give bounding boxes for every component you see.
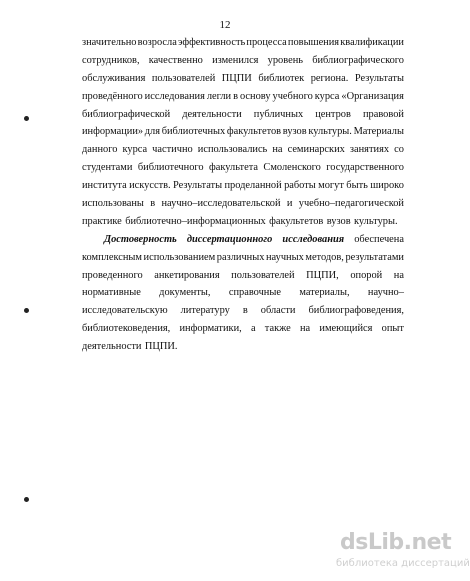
word: информатики, bbox=[179, 323, 242, 335]
word: вузов bbox=[282, 126, 307, 138]
text-line bbox=[82, 177, 404, 195]
word: легли bbox=[206, 90, 232, 102]
word: Результаты bbox=[173, 180, 223, 192]
word: процесса bbox=[246, 37, 287, 48]
word: факультета bbox=[209, 162, 258, 174]
word: искусств. bbox=[129, 180, 171, 192]
word: комплексным bbox=[82, 251, 142, 263]
word: центров bbox=[315, 108, 351, 120]
word: на bbox=[272, 144, 283, 156]
word: справочные bbox=[228, 287, 281, 299]
word: использованы bbox=[82, 198, 144, 210]
word: ПЦПИ, bbox=[306, 269, 339, 281]
word: информации» bbox=[82, 126, 144, 138]
text-line bbox=[82, 88, 404, 106]
word: института bbox=[82, 180, 127, 192]
watermark-logo: dsLib.net bbox=[340, 530, 452, 555]
page-number: 12 bbox=[219, 19, 231, 31]
word: Результаты bbox=[354, 72, 404, 84]
word: уровень bbox=[267, 54, 303, 66]
word: области bbox=[260, 305, 296, 317]
watermark-subtitle: библиотека диссертаций bbox=[336, 558, 470, 569]
word: анкетирования bbox=[154, 269, 220, 281]
emphasis-word: исследования bbox=[282, 233, 345, 245]
word: также bbox=[264, 323, 291, 335]
text-line bbox=[82, 231, 404, 249]
margin-mark bbox=[24, 497, 29, 502]
word: использованием bbox=[143, 251, 216, 263]
word: культуры. bbox=[354, 215, 398, 227]
text-line bbox=[82, 302, 404, 320]
emphasis-word: Достоверность bbox=[104, 233, 177, 245]
text-line bbox=[82, 249, 404, 267]
word: учебно–педагогической bbox=[298, 198, 404, 210]
word: Смоленского bbox=[263, 162, 321, 174]
word: пользователей bbox=[231, 269, 295, 281]
word: в bbox=[150, 198, 156, 210]
word: библиотечных bbox=[161, 126, 226, 138]
word: государственного bbox=[326, 162, 404, 174]
word: результатами bbox=[345, 251, 404, 263]
word: факультетов bbox=[226, 126, 282, 138]
word: обслуживания bbox=[82, 72, 146, 84]
word: документы, bbox=[159, 287, 211, 299]
body-text bbox=[82, 34, 404, 356]
word: библиографического bbox=[312, 54, 404, 66]
word: вузов bbox=[326, 215, 351, 227]
text-line bbox=[82, 123, 404, 141]
word: различных bbox=[216, 251, 265, 263]
word: проведённого bbox=[82, 90, 143, 102]
word: библиотек bbox=[258, 72, 305, 84]
word: семинарских bbox=[287, 144, 345, 156]
text-line bbox=[82, 159, 404, 177]
emphasis-word: диссертационного bbox=[186, 233, 273, 245]
text-line bbox=[82, 52, 404, 70]
word: материалы, bbox=[299, 287, 350, 299]
word: методов, bbox=[305, 251, 344, 263]
word: возросла bbox=[137, 37, 177, 48]
word: обеспечена bbox=[354, 233, 404, 245]
word: работы bbox=[284, 180, 316, 192]
word: Материалы bbox=[353, 126, 404, 138]
word: библиографической bbox=[82, 108, 171, 120]
word: изменился bbox=[212, 54, 259, 66]
word: на bbox=[300, 323, 311, 335]
word: ПЦПИ. bbox=[144, 341, 178, 353]
word: сотрудников, bbox=[82, 54, 140, 66]
word: ПЦПИ bbox=[221, 72, 252, 84]
word: быть bbox=[346, 180, 368, 192]
word: а bbox=[250, 323, 256, 335]
word: учебного bbox=[272, 90, 313, 102]
word: пользователей bbox=[151, 72, 216, 84]
word: библиотековедения, bbox=[82, 323, 171, 335]
text-line bbox=[82, 338, 404, 356]
word: нормативные bbox=[82, 287, 141, 299]
word: научно– bbox=[367, 287, 404, 299]
word: исследования bbox=[144, 90, 205, 102]
word: курса bbox=[314, 90, 340, 102]
text-line bbox=[82, 106, 404, 124]
word: проделанной bbox=[224, 180, 282, 192]
word: научно–исследовательской bbox=[161, 198, 281, 210]
margin-mark bbox=[24, 308, 29, 313]
word: качественно bbox=[148, 54, 203, 66]
word: факультетов bbox=[269, 215, 324, 227]
word: основу bbox=[239, 90, 271, 102]
word: студентами bbox=[82, 162, 133, 174]
word: в bbox=[242, 305, 248, 317]
word: проведенного bbox=[82, 269, 143, 281]
word: в bbox=[233, 90, 238, 102]
text-line bbox=[82, 213, 404, 231]
word: литературу bbox=[180, 305, 230, 317]
text-line bbox=[82, 320, 404, 338]
word: эффективность bbox=[178, 37, 246, 48]
text-line bbox=[82, 195, 404, 213]
word: культуры. bbox=[308, 126, 352, 138]
word: курса bbox=[122, 144, 148, 156]
word: практике bbox=[82, 215, 122, 227]
word: публичных bbox=[253, 108, 304, 120]
word: на bbox=[393, 269, 404, 281]
margin-mark bbox=[24, 116, 29, 121]
text-line bbox=[82, 70, 404, 88]
word: библиографоведения, bbox=[308, 305, 404, 317]
word: использовались bbox=[197, 144, 268, 156]
word: исследовательскую bbox=[82, 305, 168, 317]
word: научных bbox=[265, 251, 304, 263]
word: занятиях bbox=[349, 144, 390, 156]
word: деятельности bbox=[82, 341, 142, 353]
text-line bbox=[82, 267, 404, 285]
word: повышения bbox=[287, 37, 340, 48]
word: частично bbox=[152, 144, 193, 156]
word: библиотечного bbox=[137, 162, 204, 174]
word: имеющийся bbox=[319, 323, 373, 335]
word: могут bbox=[318, 180, 344, 192]
word: опыт bbox=[381, 323, 404, 335]
watermark bbox=[336, 530, 470, 576]
word: опорой bbox=[350, 269, 383, 281]
text-line bbox=[82, 284, 404, 302]
word: деятельности bbox=[182, 108, 242, 120]
word: региона. bbox=[310, 72, 349, 84]
word: и bbox=[286, 198, 293, 210]
word: квалификации bbox=[340, 37, 404, 48]
word: широко bbox=[370, 180, 404, 192]
word: правовой bbox=[362, 108, 404, 120]
word: со bbox=[394, 144, 404, 156]
word: «Организация bbox=[341, 90, 404, 102]
word: значительно bbox=[82, 37, 137, 48]
word: данного bbox=[82, 144, 118, 156]
word: библиотечно–информационных bbox=[125, 215, 266, 227]
text-line bbox=[82, 34, 404, 52]
word: для bbox=[144, 126, 161, 138]
text-line bbox=[82, 141, 404, 159]
